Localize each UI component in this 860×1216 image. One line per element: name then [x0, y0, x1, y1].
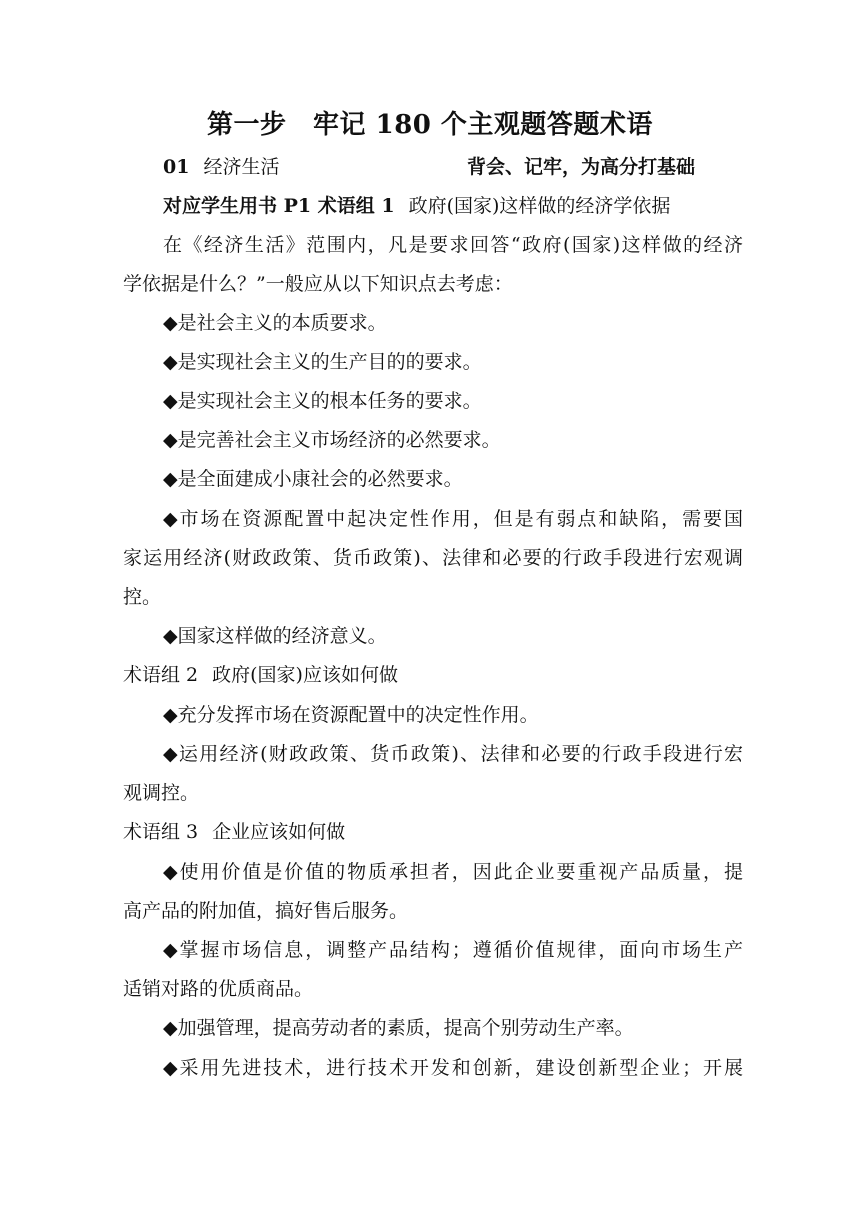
group1-bullet-1: ◆是社会主义的本质要求。	[163, 312, 387, 334]
group1-bullet-4: ◆是完善社会主义市场经济的必然要求。	[163, 429, 501, 451]
group1-intro-line1: 在《经济生活》范围内，凡是要求回答“政府(国家)这样做的经济	[163, 234, 743, 256]
group1-heading	[163, 187, 743, 226]
group3-bullet-2-line1: ◆掌握市场信息，调整产品结构；遵循价值规律，面向市场生产	[163, 939, 743, 961]
group1-bullet-6-line3: 控。	[123, 586, 162, 608]
group3-bullet-4-line1: ◆采用先进技术，进行技术开发和创新，建设创新型企业；开展	[163, 1057, 743, 1079]
group1-heading-label: 对应学生用书 P1 术语组 1	[163, 195, 395, 217]
group3-heading	[123, 813, 743, 852]
group1-bullet-2: ◆是实现社会主义的生产目的的要求。	[163, 351, 482, 373]
group1-heading-text: 政府(国家)这样做的经济学依据	[408, 195, 671, 217]
section-name: 经济生活	[203, 156, 280, 178]
group3-bullet-1-line2: 高产品的附加值，搞好售后服务。	[123, 900, 409, 922]
group2-heading	[123, 656, 743, 695]
group2-bullet-2-line2: 观调控。	[123, 782, 200, 804]
group3-bullet-2-line2: 适销对路的优质商品。	[123, 978, 314, 1000]
group3-bullet-1-line1: ◆使用价值是价值的物质承担者，因此企业要重视产品质量，提	[163, 861, 743, 883]
group1-intro-line2: 学依据是什么？”一般应从以下知识点去考虑：	[123, 273, 513, 295]
group1-bullet-6-line1: ◆市场在资源配置中起决定性作用，但是有弱点和缺陷，需要国	[163, 508, 743, 530]
group3-heading-label: 术语组 3	[123, 821, 199, 843]
group2-heading-label: 术语组 2	[123, 664, 199, 686]
group1-bullet-3: ◆是实现社会主义的根本任务的要求。	[163, 390, 482, 412]
group1-bullet-6-line2: 家运用经济(财政政策、货币政策)、法律和必要的行政手段进行宏观调	[123, 547, 743, 569]
group1-bullet-5: ◆是全面建成小康社会的必然要求。	[163, 468, 463, 490]
section-number: 01	[163, 156, 190, 178]
group2-heading-text: 政府(国家)应该如何做	[212, 664, 398, 686]
group1-bullet-7: ◆国家这样做的经济意义。	[163, 625, 387, 647]
section-header	[163, 148, 743, 187]
group2-bullet-1: ◆充分发挥市场在资源配置中的决定性作用。	[163, 704, 539, 726]
group2-bullet-2-line1: ◆运用经济(财政政策、货币政策)、法律和必要的行政手段进行宏	[163, 743, 743, 765]
section-slogan: 背会、记牢，为高分打基础	[467, 156, 696, 178]
group3-heading-text: 企业应该如何做	[212, 821, 346, 843]
group3-bullet-3: ◆加强管理，提高劳动者的素质，提高个别劳动生产率。	[163, 1017, 634, 1039]
page-title: 第一步 牢记 180 个主观题答题术语	[207, 110, 653, 140]
